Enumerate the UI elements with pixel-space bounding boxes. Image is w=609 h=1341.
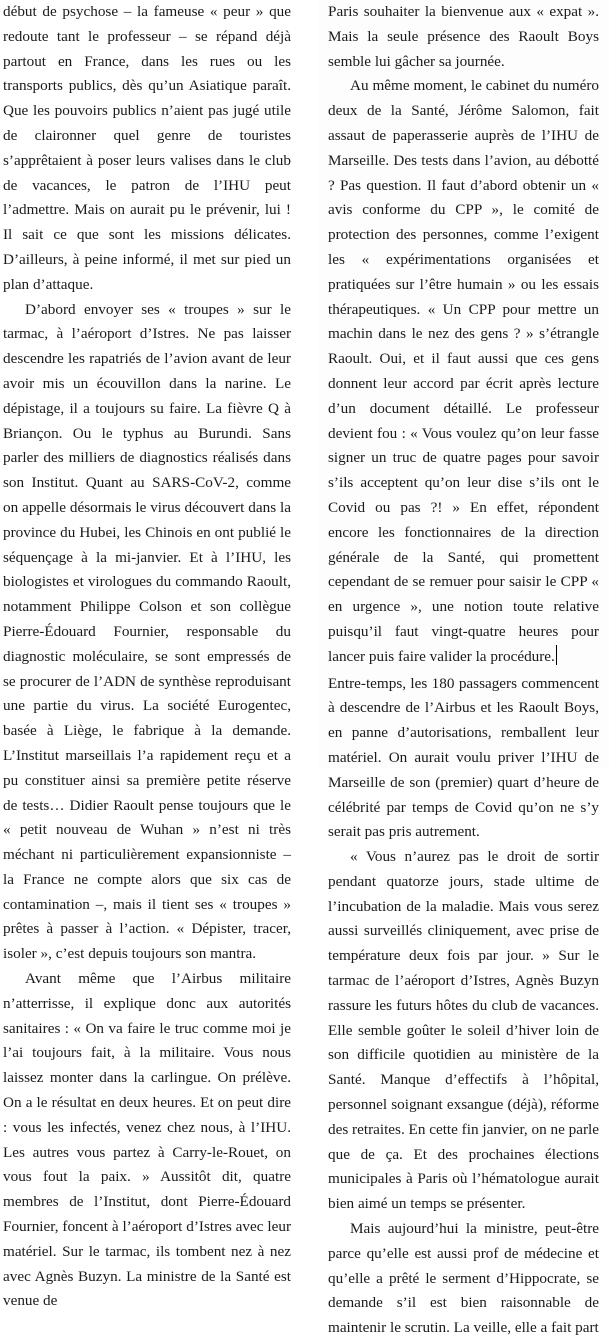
paragraph: Paris souhaiter la bienvenue aux « expat ». Mais la seule présence des Raoult Boys semble lui gâcher sa journée. [328,3,599,70]
paragraph: D’abord envoyer ses « troupes » sur le tarmac, à l’aéroport d’Istres. Ne pas laisser descendre les rapatriés de l’avion avant de leur avoir mis un écouvillon dans la narine. Le dépistage, il a toujours su faire. La fièvre Q à Briançon. Ou le typhus au Burundi. Sans parler des milliers de diagnostics réalisés dans son Institut. Quant au SARS-CoV-2, comme on appelle désormais le virus découvert dans la province du Hubei, les Chinois en ont publié le séquençage à la mi-janvier. Et à l’IHU, les biologistes et virologues du commando Raoult, notamment Philippe Colson et son collègue Pierre-Édouard Fournier, responsable du diagnostic moléculaire, se sont empressés de se procurer de l’ADN de synthèse reproduisant une partie du virus. La société Eurogentec, basée à Liège, le fabrique à la demande. L’Institut marseillais l’a rapidement reçu et a pu constituer ainsi sa première petite réserve de tests… Didier Raoult pense toujours que le « petit nouveau de Wuhan » n’est ni très méchant ni particulièrement expansionniste – la France ne compte alors que six cas de contamination –, mais il tient ses « troupes » prêtes à passer à l’action. « Dépister, tracer, isoler », c’est depuis toujours son mantra. [3,300,291,963]
paragraph: début de psychose – la fameuse « peur » que redoute tant le professeur – se répand déjà partout en France, dans les rues ou les transports publics, dès qu’un Asiatique paraît. Que les pouvoirs publics n’aient pas jugé utile de claironner quel genre de touristes s’apprêtaient à poser leurs valises dans le club de vacances, le patron de l’IHU peut l’admettre. Mais on aurait pu le prévenir, lui ! Il sait ce que sont les missions délicates. D’ailleurs, à peine informé, il met sur pied un plan d’attaque. [3,3,291,293]
paragraph: Mais aujourd’hui la ministre, peut-être parce qu’elle est aussi prof de médecine et qu’elle a prêté le serment d’Hippocrate, se demande s’il est bien raisonnable de maintenir le scrutin. La veille, elle a fait part [328,1220,599,1337]
paragraph: Entre-temps, les 180 passagers commencent à descendre de l’Airbus et les Raoult Boys, en panne d’autorisations, remballent leur matériel. On aurait voulu priver l’IHU de Marseille de son (premier) quart d’heure de célébrité par temps de Covid qu’on ne s’y serait pas pris autrement. [328,674,599,841]
paragraph: Avant même que l’Airbus militaire n’atterrisse, il explique donc aux autorités sanitaires : « On va faire le truc comme moi je l’ai toujours fait, à la militaire. Vous nous laissez monter dans la carlingue. On prélève. On a le résultat en deux heures. Et on peut dire : vous les infectés, venez chez nous, à l’IHU. Les autres vous partez à Carry-le-Rouet, on vous fout la paix. » Aussitôt dit, quatre membres de l’Institut, dont Pierre-Édouard Fournier, foncent à l’aéroport d’Istres avec leur matériel. Sur le tarmac, ils tombent nez à nez avec Agnès Buzyn. La ministre de la Santé est venue de [3,970,291,1310]
paragraph: « Vous n’aurez pas le droit de sortir pendant quatorze jours, stade ultime de l’incubation de la maladie. Mais vous serez aussi surveillés cliniquement, avec prise de température deux fois par jour. » Sur le tarmac de l’aéroport d’Istres, Agnès Buzyn rassure les futurs hôtes du club de vacances. Elle semble goûter le soleil d’hiver loin de son difficile quotidien au ministère de la Santé. Manque d’effectifs à l’hôpital, personnel soignant exsangue (déjà), réforme des retraites. En cette fin janvier, on ne parle que de ça. Et des prochaines élections municipales à Paris où l’hématologue aurait bien aimé un temps se présenter. [328,848,599,1213]
text-cursor [556,645,558,665]
paragraph-with-cursor[interactable] [328,74,599,669]
left-text-column [3,0,291,1314]
right-text-column-area [318,0,609,1337]
paragraph-text: Au même moment, le cabinet du numéro deux de la Santé, Jérôme Salomon, fait assaut de paperasserie auprès de l’IHU de Marseille. Des tests dans l’avion, au débotté ? Pas question. Il faut d’abord obtenir un « avis conforme du CPP », le comité de protection des personnes, comme l’exigent les « expérimentations organisées et pratiquées sur l’être humain » ou les essais thérapeutiques. « Un CPP pour mettre un machin dans le nez des gens ? » s’étrangle Raoult. Oui, et il faut aussi que ces gens donnent leur accord par écrit après lecture d’un document détaillé. Le professeur devient fou : « Vous voulez qu’on leur fasse signer un truc de quatre pages pour savoir s’ils acceptent qu’on leur dise s’ils ont le Covid ou pas ?! » En effet, répondent encore les fonctionnaires de la direction générale de la Santé, qui promettent cependant de se remuer pour saisir le CPP « en urgence », une notion toute relative puisqu’il faut vingt-quatre heures pour lancer puis faire valider la procédure. [328,77,599,665]
right-text-column[interactable] [328,0,599,1341]
